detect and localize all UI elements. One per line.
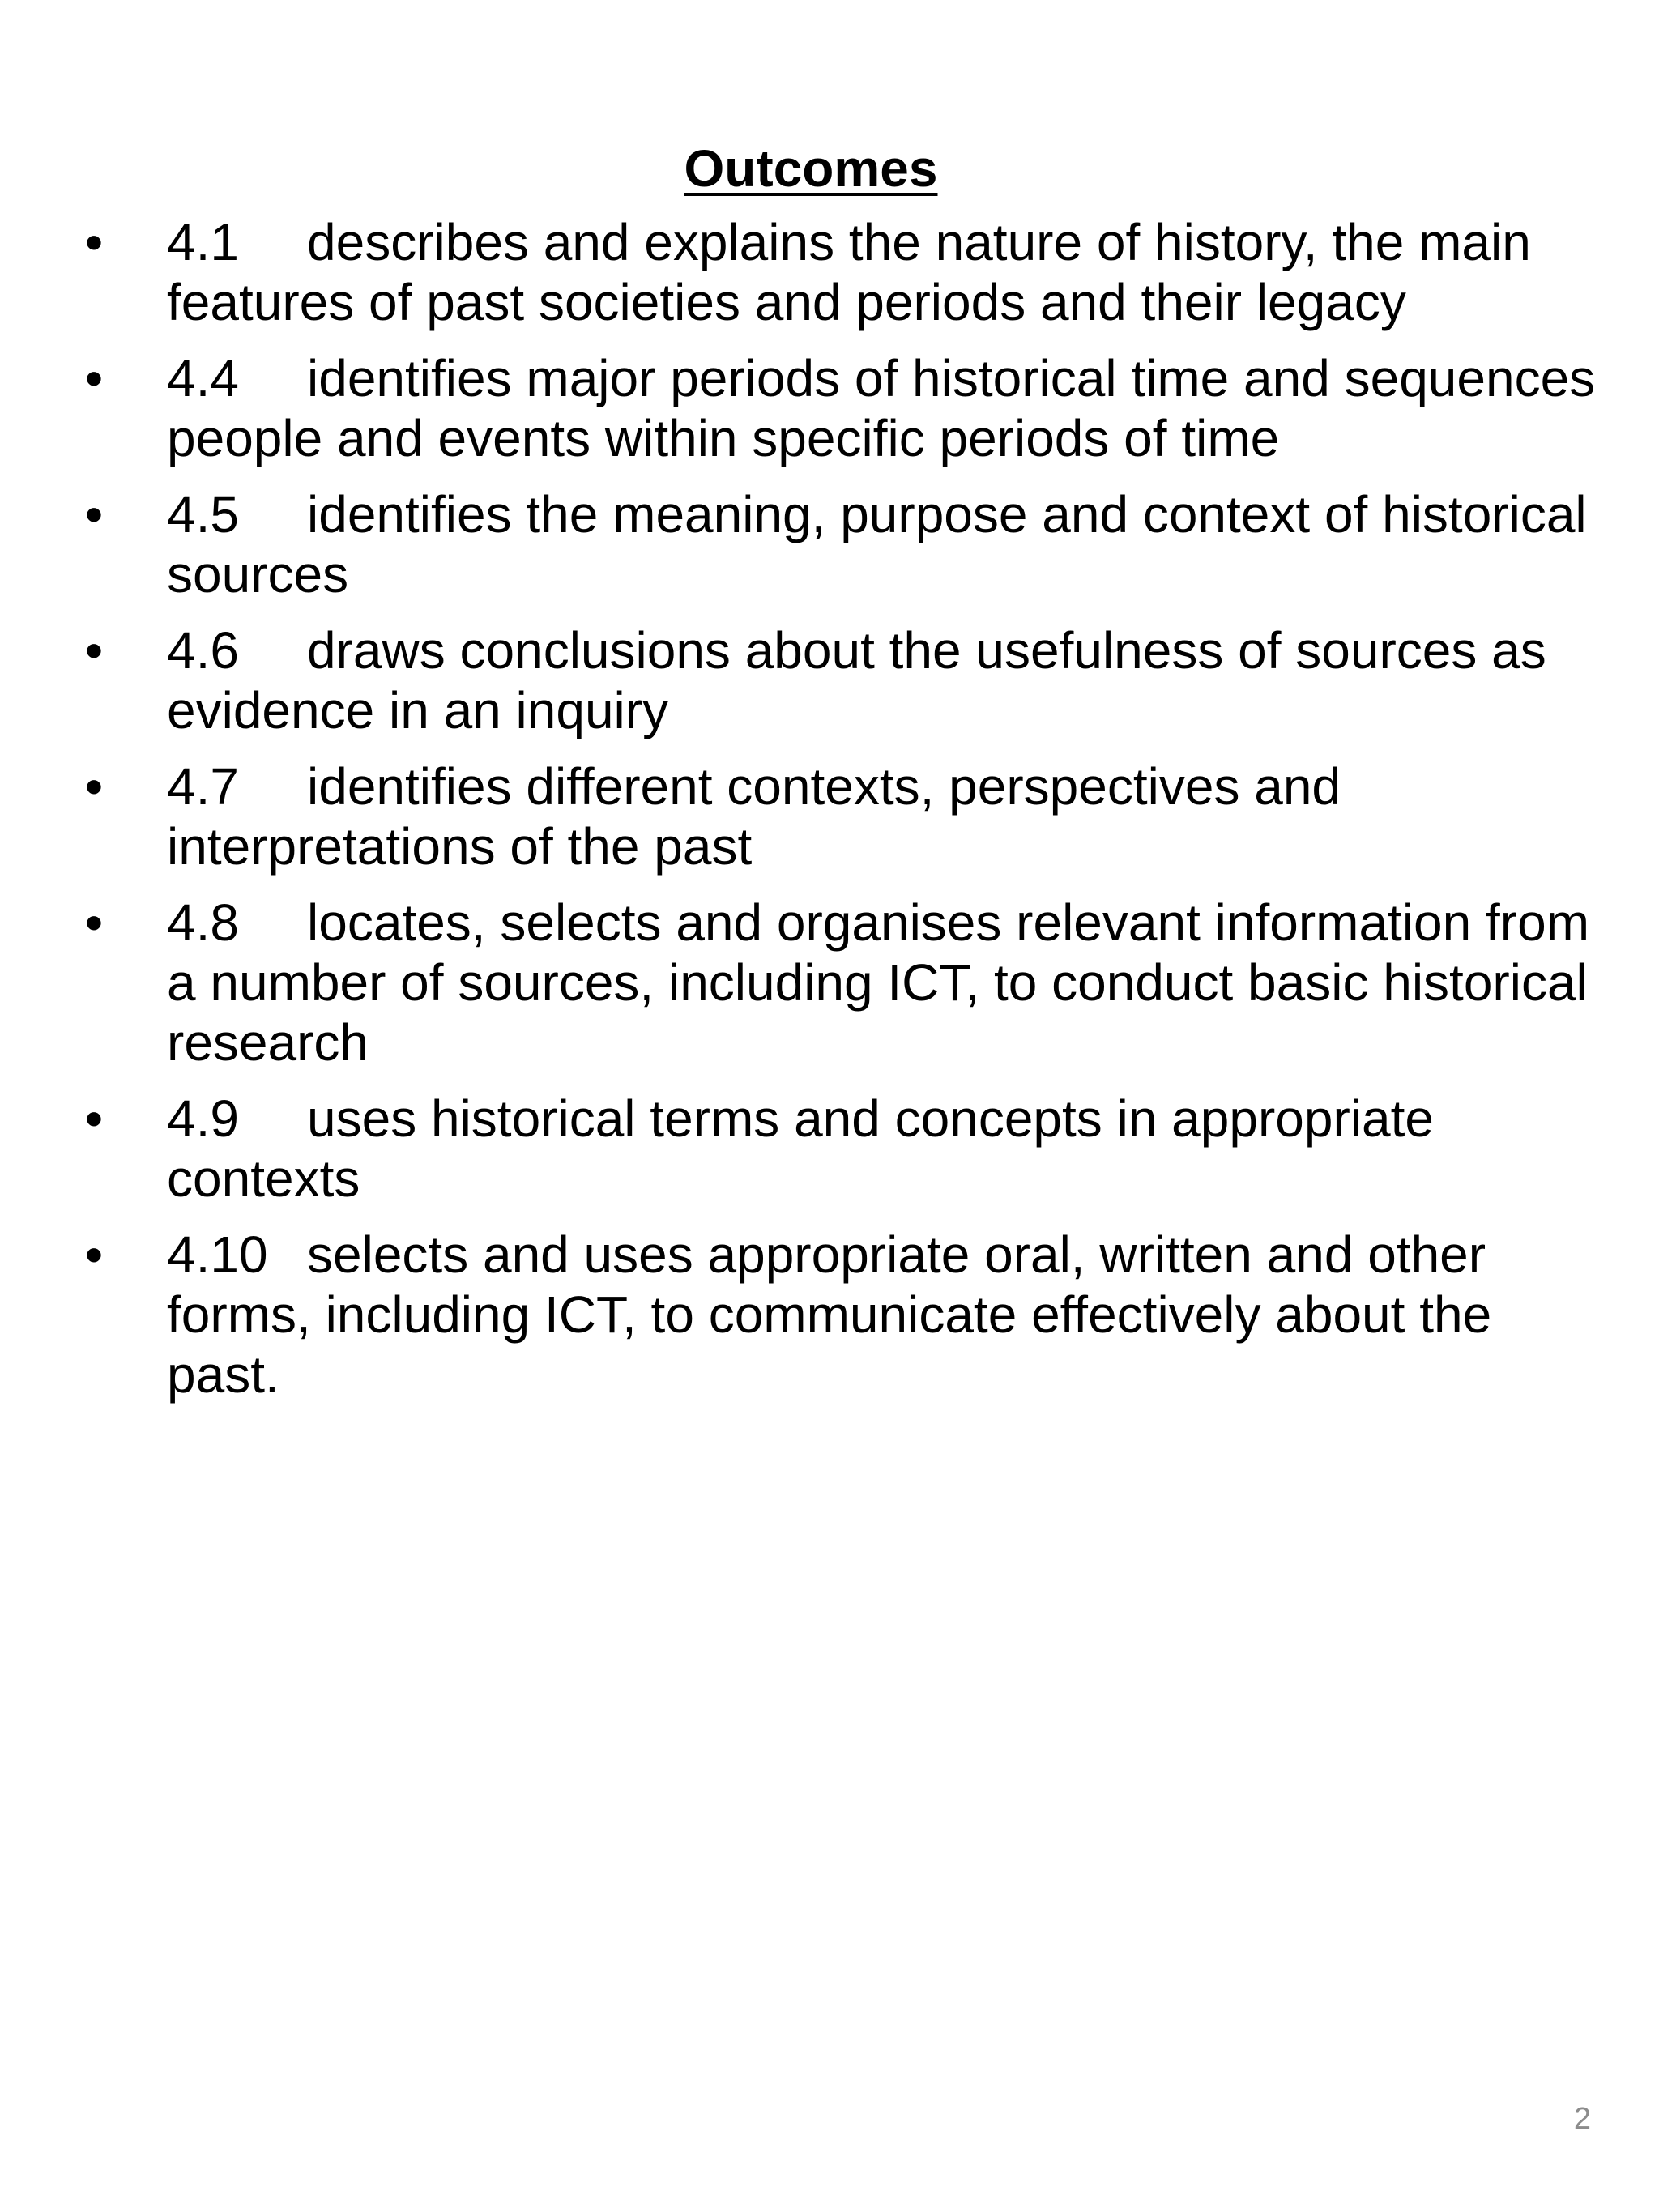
list-item xyxy=(70,893,1609,1072)
list-item xyxy=(70,348,1609,468)
bullet-icon: • xyxy=(84,213,104,271)
bullet-icon: • xyxy=(84,893,104,952)
list-item xyxy=(70,1225,1609,1404)
slide-title: Outcomes xyxy=(684,139,938,198)
outcome-code: 4.9 xyxy=(167,1089,239,1148)
outcome-code: 4.10 xyxy=(167,1225,268,1284)
outcome-text: identifies major periods of historical time and sequences people and events within specific periods of time xyxy=(167,349,1596,467)
outcome-code: 4.4 xyxy=(167,349,239,407)
list-item xyxy=(70,757,1609,876)
list-item xyxy=(70,1089,1609,1208)
bullet-icon: • xyxy=(84,1089,104,1148)
list-item xyxy=(70,620,1609,740)
bullet-icon: • xyxy=(84,1225,104,1284)
outcome-code: 4.8 xyxy=(167,893,239,952)
outcome-code: 4.7 xyxy=(167,757,239,816)
outcome-code: 4.6 xyxy=(167,621,239,680)
outcome-text: identifies different contexts, perspectives and interpretations of the past xyxy=(167,757,1341,876)
page-number: 2 xyxy=(1573,2102,1591,2136)
outcome-text: identifies the meaning, purpose and context of historical sources xyxy=(167,485,1587,603)
outcome-text: selects and uses appropriate oral, written and other forms, including ICT, to communicate effectively about the past. xyxy=(167,1225,1492,1404)
list-item xyxy=(70,212,1609,332)
outcome-text: locates, selects and organises relevant information from a number of sources, including ICT, to conduct basic historical research xyxy=(167,893,1589,1072)
outcome-text: uses historical terms and concepts in appropriate contexts xyxy=(167,1089,1434,1208)
outcome-code: 4.1 xyxy=(167,213,239,271)
bullet-icon: • xyxy=(84,485,104,543)
outcome-text: describes and explains the nature of history, the main features of past societies and periods and their legacy xyxy=(167,213,1531,331)
bullet-icon: • xyxy=(84,621,104,680)
bullet-icon: • xyxy=(84,349,104,407)
outcome-code: 4.5 xyxy=(167,485,239,543)
outcome-text: draws conclusions about the usefulness of sources as evidence in an inquiry xyxy=(167,621,1546,739)
bullet-icon: • xyxy=(84,757,104,816)
outcomes-list xyxy=(70,212,1609,1421)
list-item xyxy=(70,484,1609,604)
